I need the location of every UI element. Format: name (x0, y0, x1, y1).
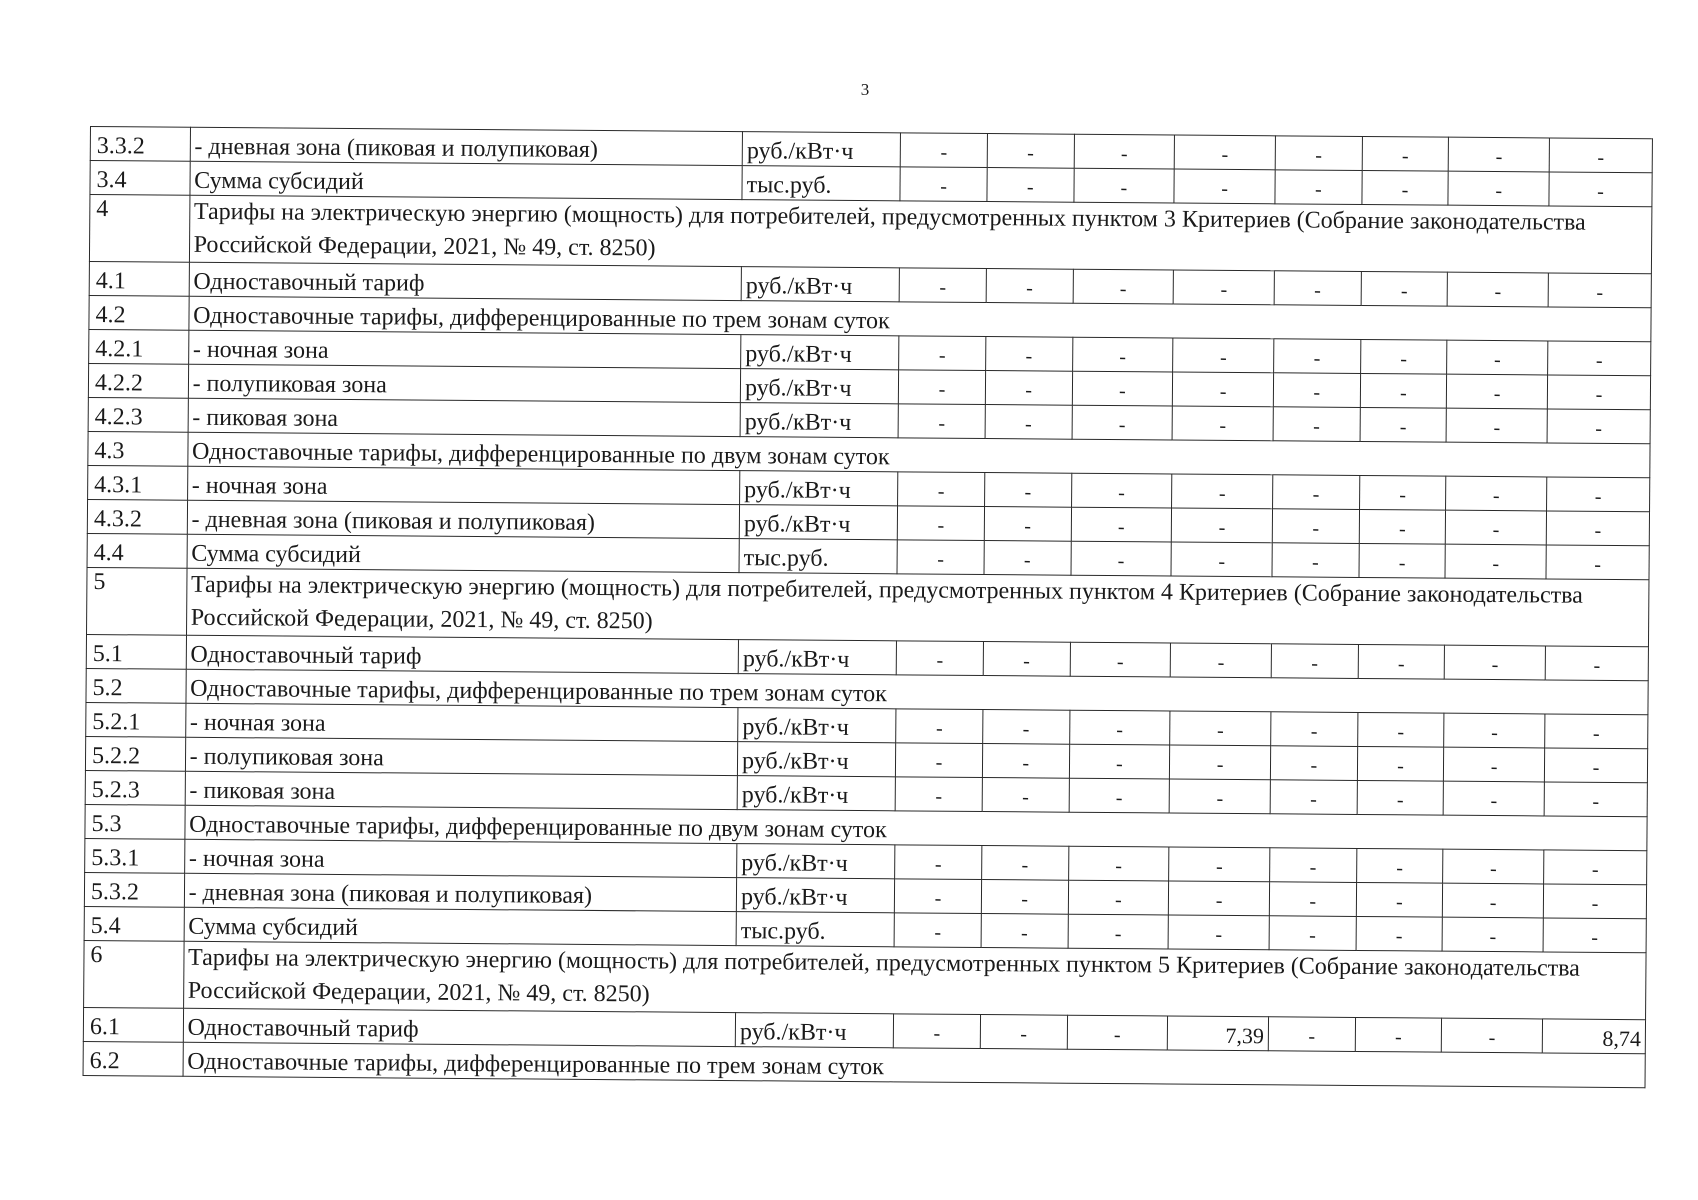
row-unit: руб./кВт·ч (737, 844, 895, 879)
value-cell: - (984, 507, 1071, 542)
value-cell: - (1068, 846, 1169, 881)
section-title: Тарифы на электрическую энергию (мощность) для потребителей, предусмотренных пунктом 5 Критериев (Собрание законодательства Российской Федерации, 2021, № 49, ст. 8250) (183, 941, 1646, 1019)
row-number: 5.2.2 (85, 736, 185, 771)
value-cell: - (987, 134, 1074, 169)
value-cell: - (1546, 511, 1649, 546)
row-name: Одноставочный тариф (186, 635, 739, 673)
value-cell: - (1068, 914, 1169, 949)
value-cell: - (1545, 646, 1648, 681)
value-cell: - (1444, 713, 1545, 748)
value-cell: - (1071, 541, 1172, 576)
value-cell: - (1549, 172, 1652, 207)
value-cell: - (1548, 341, 1651, 376)
value-cell: - (1544, 850, 1647, 885)
value-cell: - (894, 913, 981, 948)
value-cell: - (1447, 340, 1548, 375)
value-cell: - (1072, 405, 1173, 440)
value-cell: - (1545, 714, 1648, 749)
value-cell: - (1072, 371, 1173, 406)
value-cell: - (1272, 509, 1359, 544)
value-cell: - (1356, 882, 1443, 917)
value-cell: - (1448, 137, 1549, 172)
value-cell: - (1544, 782, 1647, 817)
value-cell: - (1549, 138, 1652, 173)
value-cell: - (1172, 406, 1273, 441)
value-cell: - (982, 778, 1069, 813)
value-cell: - (982, 744, 1069, 779)
value-cell: - (899, 268, 986, 303)
value-cell: - (984, 541, 1071, 576)
value-cell: 8,74 (1542, 1019, 1645, 1054)
row-name: - ночная зона (184, 839, 737, 877)
value-cell: - (1273, 373, 1360, 408)
row-unit: тыс.руб. (742, 166, 900, 201)
value-cell: - (1362, 136, 1449, 171)
group-title: Одноставочные тарифы, дифференцированные по двум зонам суток (185, 805, 1648, 850)
row-name: - дневная зона (пиковая и полупиковая) (184, 873, 737, 911)
row-name: Сумма субсидий (190, 161, 743, 199)
row-number: 5.3.2 (84, 872, 184, 907)
row-unit: руб./кВт·ч (738, 708, 896, 743)
value-cell: - (1360, 339, 1447, 374)
row-name: - полупиковая зона (188, 364, 741, 402)
row-unit: руб./кВт·ч (735, 1013, 893, 1048)
value-cell: - (1444, 747, 1545, 782)
value-cell: - (1174, 135, 1275, 170)
value-cell: - (897, 506, 984, 541)
tariff-table (83, 126, 1653, 1088)
row-name: - ночная зона (188, 330, 741, 368)
value-cell: - (986, 269, 1073, 304)
row-unit: тыс.руб. (739, 539, 897, 574)
value-cell: - (983, 642, 1070, 677)
value-cell: - (900, 167, 987, 202)
row-number: 4.1 (89, 261, 189, 296)
row-unit: руб./кВт·ч (740, 471, 898, 506)
value-cell: - (1073, 168, 1174, 203)
row-number: 3.3.2 (90, 127, 190, 162)
value-cell: - (1274, 339, 1361, 374)
value-cell: - (1070, 642, 1171, 677)
value-cell: - (1069, 744, 1170, 779)
value-cell: - (1273, 475, 1360, 510)
row-number: 5.3 (85, 804, 185, 839)
value-cell: - (1270, 848, 1357, 883)
value-cell: - (1355, 1017, 1442, 1052)
row-name: - ночная зона (187, 466, 740, 504)
value-cell: - (1270, 746, 1357, 781)
value-cell: - (1169, 779, 1270, 814)
value-cell: - (1359, 509, 1446, 544)
value-cell: - (1547, 409, 1650, 444)
value-cell: - (985, 337, 1072, 372)
value-cell: - (1357, 746, 1444, 781)
value-cell: - (1074, 134, 1175, 169)
value-cell: - (899, 336, 986, 371)
value-cell: - (1274, 271, 1361, 306)
row-unit: руб./кВт·ч (741, 267, 899, 302)
value-cell: - (900, 133, 987, 168)
group-title: Одноставочные тарифы, дифференцированные по трем зонам суток (189, 296, 1652, 341)
value-cell: - (898, 404, 985, 439)
value-cell: - (1171, 542, 1272, 577)
value-cell: - (1069, 778, 1170, 813)
value-cell: - (1169, 881, 1270, 916)
row-number: 4.2 (89, 295, 189, 330)
value-cell: - (1269, 916, 1356, 951)
row-number: 5.2.3 (85, 770, 185, 805)
value-cell: - (899, 370, 986, 405)
value-cell: - (895, 879, 982, 914)
value-cell: - (1357, 712, 1444, 747)
row-number: 5.2.1 (86, 702, 186, 737)
row-unit: тыс.руб. (736, 912, 894, 947)
value-cell: - (1356, 916, 1443, 951)
value-cell: - (898, 472, 985, 507)
value-cell: - (1443, 883, 1544, 918)
value-cell: - (1073, 269, 1174, 304)
value-cell: - (981, 914, 1068, 949)
value-cell: - (1069, 710, 1170, 745)
value-cell: - (1443, 849, 1544, 884)
row-name: - пиковая зона (188, 398, 741, 436)
value-cell: - (1272, 543, 1359, 578)
page-number: 3 (860, 80, 870, 99)
value-cell: 7,39 (1168, 1016, 1269, 1051)
value-cell: - (1358, 644, 1445, 679)
row-unit: руб./кВт·ч (740, 369, 898, 404)
value-cell: - (984, 473, 1071, 508)
row-number: 4.3.1 (88, 465, 188, 500)
row-number: 4.3 (88, 431, 188, 466)
value-cell: - (896, 641, 983, 676)
value-cell: - (1548, 273, 1651, 308)
value-cell: - (983, 710, 1070, 745)
value-cell: - (1068, 880, 1169, 915)
row-name: Сумма субсидий (187, 534, 740, 572)
value-cell: - (895, 777, 982, 812)
row-number: 4.2.1 (89, 329, 189, 364)
value-cell: - (896, 709, 983, 744)
value-cell: - (1447, 374, 1548, 409)
value-cell: - (1170, 643, 1271, 678)
value-cell: - (1275, 136, 1362, 171)
value-cell: - (1446, 476, 1547, 511)
value-cell: - (894, 1014, 981, 1049)
group-title: Одноставочные тарифы, дифференцированные по двум зонам суток (187, 432, 1650, 477)
row-unit: руб./кВт·ч (738, 640, 896, 675)
row-number: 6.2 (83, 1041, 183, 1076)
value-cell: - (1543, 918, 1646, 953)
row-name: Одноставочный тариф (189, 262, 742, 300)
value-cell: - (895, 845, 982, 880)
value-cell: - (1071, 507, 1172, 542)
row-unit: руб./кВт·ч (740, 403, 898, 438)
value-cell: - (1356, 848, 1443, 883)
value-cell: - (981, 880, 1068, 915)
value-cell: - (1547, 477, 1650, 512)
section-title: Тарифы на электрическую энергию (мощность) для потребителей, предусмотренных пунктом 4 Критериев (Собрание законодательства Российской Федерации, 2021, № 49, ст. 8250) (186, 568, 1649, 646)
value-cell: - (1361, 271, 1448, 306)
row-number: 4.2.2 (88, 363, 188, 398)
row-name: - пиковая зона (185, 771, 738, 809)
row-unit: руб./кВт·ч (736, 878, 894, 913)
value-cell: - (1546, 545, 1649, 580)
value-cell: - (1447, 272, 1548, 307)
section-row (87, 567, 1649, 646)
row-unit: руб./кВт·ч (737, 776, 895, 811)
value-cell: - (1357, 780, 1444, 815)
value-cell: - (1275, 170, 1362, 205)
value-cell: - (1445, 645, 1546, 680)
value-cell: - (1269, 882, 1356, 917)
value-cell: - (1071, 473, 1172, 508)
section-title: Тарифы на электрическую энергию (мощность) для потребителей, предусмотренных пунктом 3 Критериев (Собрание законодательства Российской Федерации, 2021, № 49, ст. 8250) (189, 195, 1652, 273)
row-number: 5.4 (84, 906, 184, 941)
value-cell: - (985, 405, 1072, 440)
value-cell: - (1448, 171, 1549, 206)
value-cell: - (1446, 408, 1547, 443)
value-cell: - (1271, 644, 1358, 679)
section-row (84, 940, 1646, 1019)
value-cell: - (1268, 1017, 1355, 1052)
row-unit: руб./кВт·ч (741, 335, 899, 370)
value-cell: - (1442, 1018, 1543, 1053)
value-cell: - (1271, 712, 1358, 747)
row-number: 4 (89, 195, 189, 263)
value-cell: - (1172, 474, 1273, 509)
row-number: 3.4 (90, 161, 190, 196)
value-cell: - (896, 743, 983, 778)
row-number: 5.3.1 (85, 838, 185, 873)
row-number: 4.4 (87, 533, 187, 568)
row-number: 4.3.2 (87, 499, 187, 534)
value-cell: - (1169, 847, 1270, 882)
row-name: - дневная зона (пиковая и полупиковая) (190, 127, 743, 165)
value-cell: - (980, 1015, 1067, 1050)
row-unit: руб./кВт·ч (737, 742, 895, 777)
value-cell: - (1547, 375, 1650, 410)
row-number: 6 (84, 940, 184, 1008)
value-cell: - (897, 540, 984, 575)
value-cell: - (1072, 337, 1173, 372)
value-cell: - (1445, 544, 1546, 579)
value-cell: - (1360, 407, 1447, 442)
row-number: 4.2.3 (88, 397, 188, 432)
value-cell: - (1174, 169, 1275, 204)
value-cell: - (1173, 372, 1274, 407)
row-number: 5.1 (86, 634, 186, 669)
row-name: - дневная зона (пиковая и полупиковая) (187, 500, 740, 538)
row-unit: руб./кВт·ч (742, 132, 900, 167)
row-name: - полупиковая зона (185, 737, 738, 775)
value-cell: - (1446, 510, 1547, 545)
tariff-table-wrapper (83, 126, 1653, 1088)
value-cell: - (1173, 270, 1274, 305)
row-name: - ночная зона (185, 703, 738, 741)
value-cell: - (1442, 917, 1543, 952)
value-cell: - (1359, 543, 1446, 578)
value-cell: - (1270, 780, 1357, 815)
value-cell: - (1359, 475, 1446, 510)
row-unit: руб./кВт·ч (739, 505, 897, 540)
value-cell: - (1443, 781, 1544, 816)
section-row (89, 195, 1651, 274)
value-cell: - (1360, 373, 1447, 408)
value-cell: - (1543, 884, 1646, 919)
value-cell: - (987, 168, 1074, 203)
row-name: Одноставочный тариф (183, 1008, 736, 1046)
value-cell: - (1067, 1015, 1168, 1050)
value-cell: - (1172, 508, 1273, 543)
value-cell: - (1168, 915, 1269, 950)
value-cell: - (1273, 407, 1360, 442)
value-cell: - (1544, 748, 1647, 783)
tariff-table-body (83, 127, 1652, 1088)
value-cell: - (985, 371, 1072, 406)
value-cell: - (1362, 170, 1449, 205)
value-cell: - (1170, 711, 1271, 746)
value-cell: - (1170, 745, 1271, 780)
group-title: Одноставочные тарифы, дифференцированные по трем зонам суток (186, 669, 1649, 714)
row-number: 5.2 (86, 668, 186, 703)
value-cell: - (981, 846, 1068, 881)
row-number: 5 (87, 567, 187, 635)
group-title: Одноставочные тарифы, дифференцированные по трем зонам суток (183, 1042, 1646, 1087)
row-name: Сумма субсидий (184, 907, 737, 945)
row-number: 6.1 (83, 1007, 183, 1042)
value-cell: - (1173, 338, 1274, 373)
